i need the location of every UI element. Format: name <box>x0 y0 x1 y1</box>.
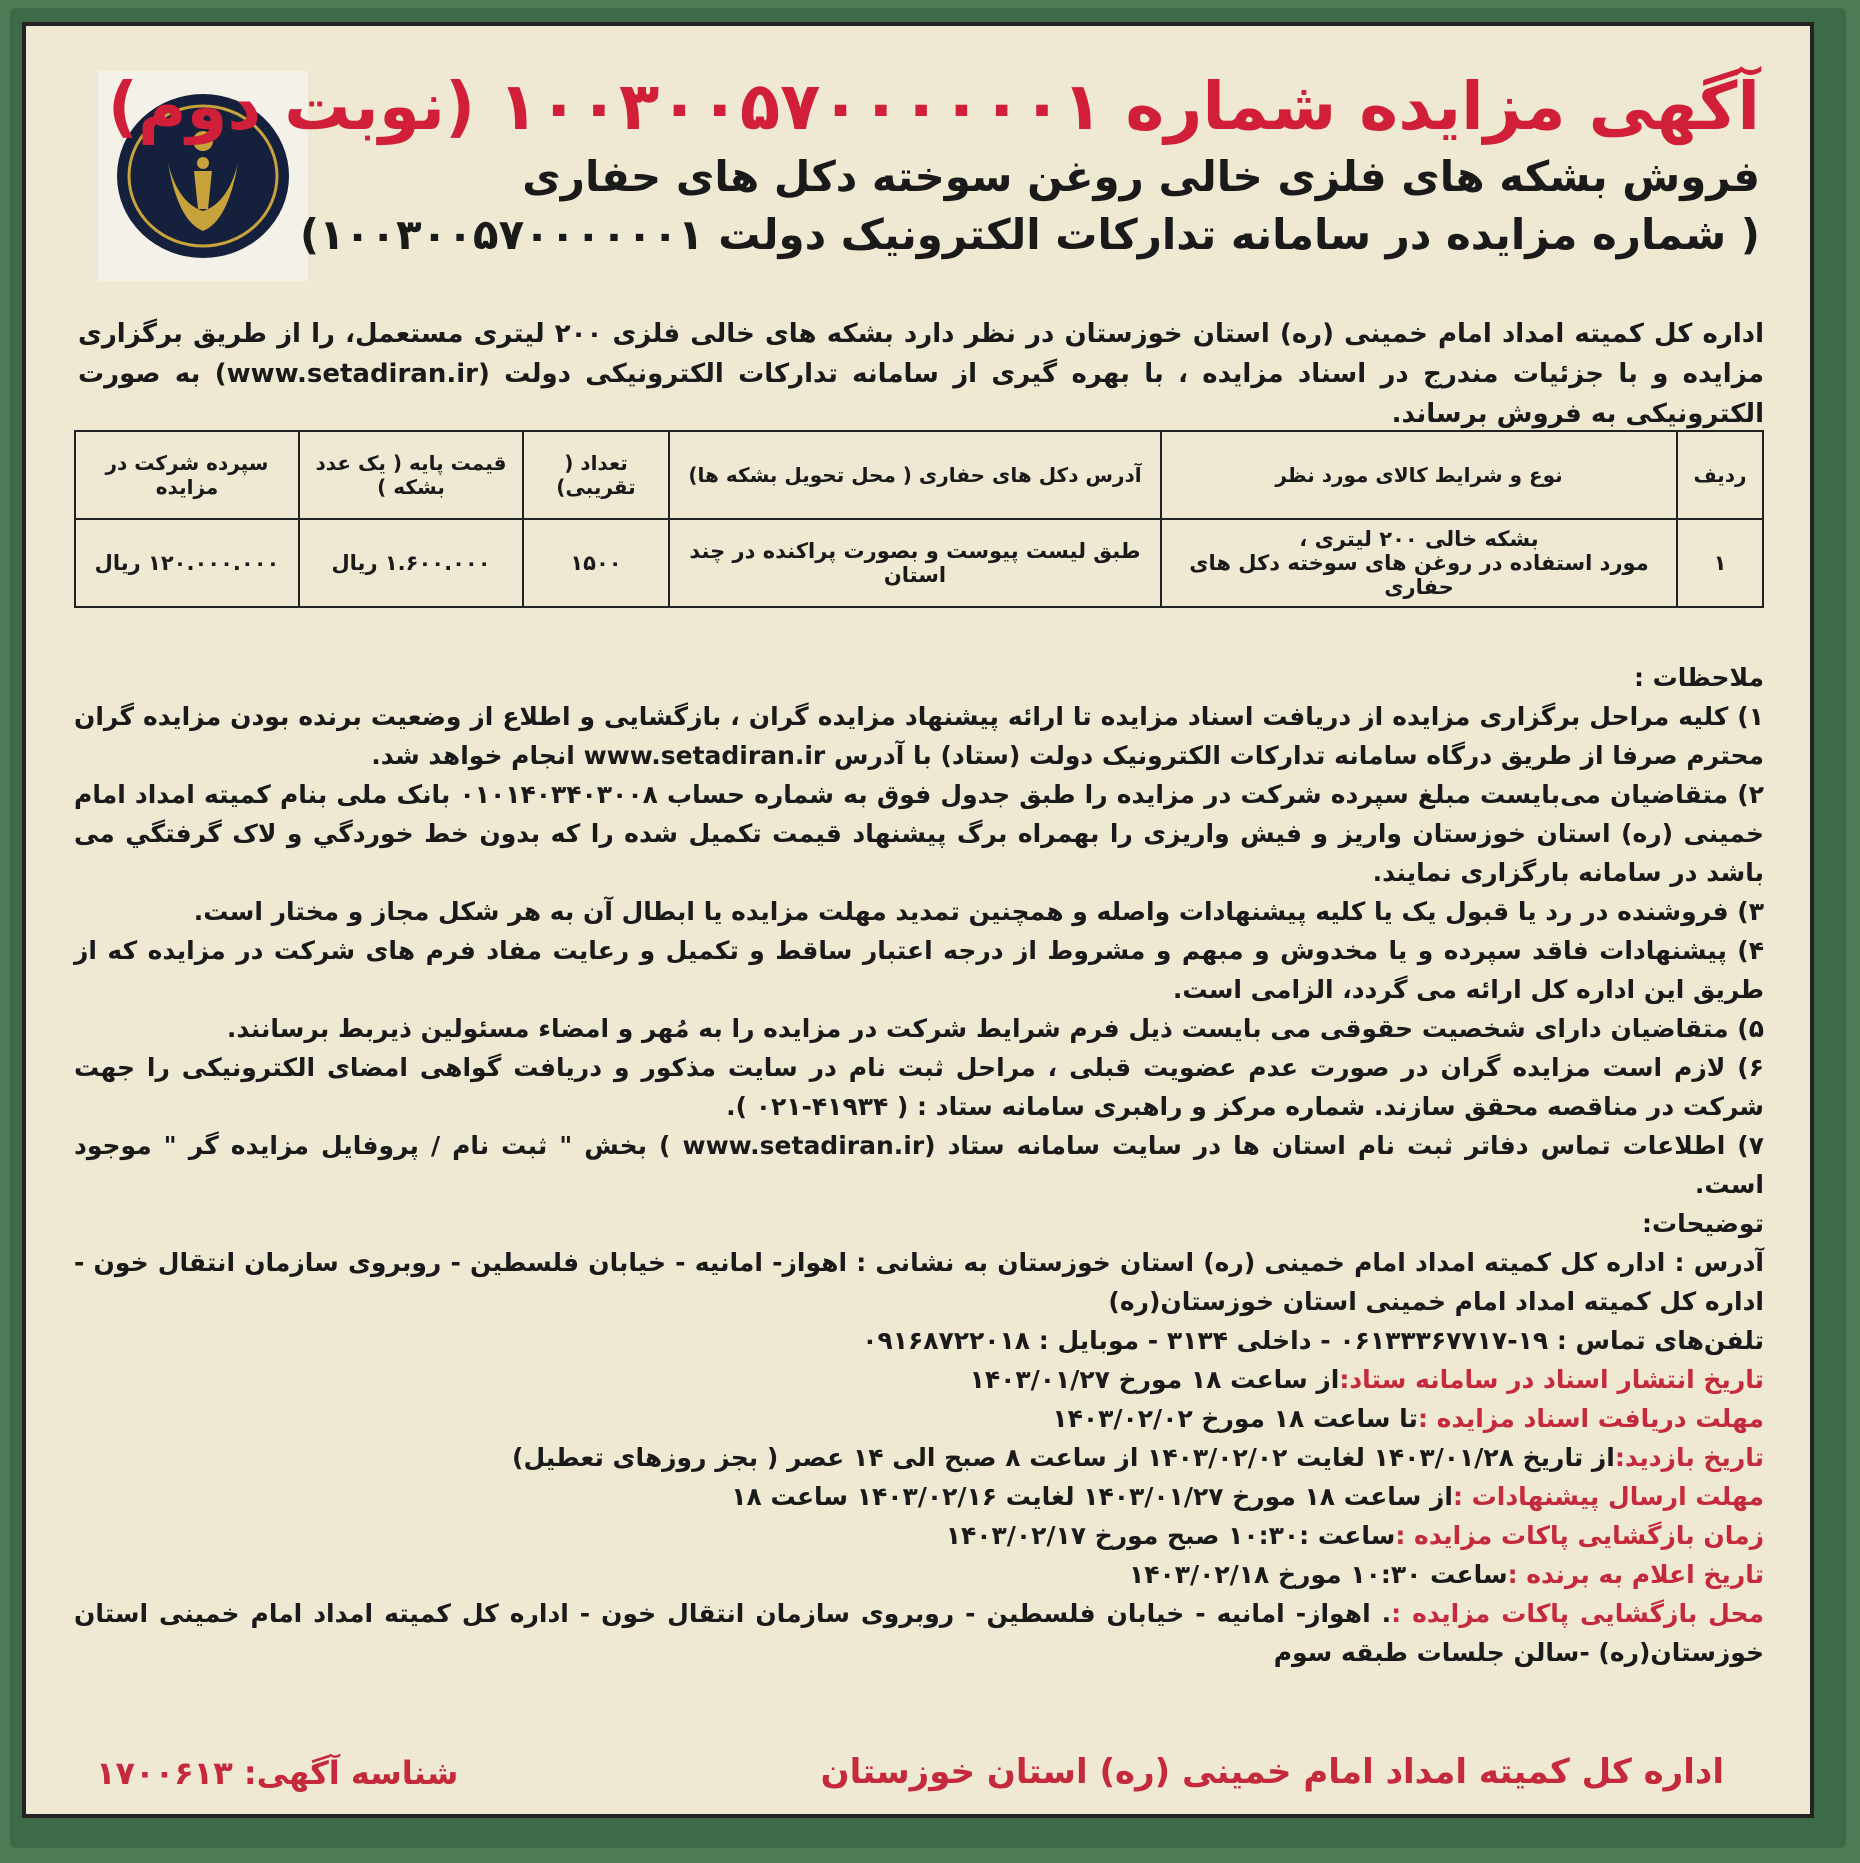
note-item: ۳) فروشنده در رد یا قبول یک یا کلیه پیشنهادات واصله و همچنین تمدید مهلت مزایده یا ابطال آن به هر شکل مجاز و مختار است. <box>193 897 1764 926</box>
cell-type <box>1161 519 1677 607</box>
phones-label: تلفن‌های تماس : <box>1556 1326 1764 1355</box>
address-label: آدرس : <box>1674 1248 1764 1277</box>
note-item: ۲) متقاضیان می‌بایست مبلغ سپرده شرکت در مزایده را طبق جدول فوق به شماره حساب ۰۱۰۱۴۰۳۴۰۳۰۰۸ بانک ملی بنام کمیته امداد امام خمینی (ره) استان خوزستان واریز و فیش واریزی را بهمراه برگ پیشنهاد قیمت تکمیل شده را که بدون خط خوردگي و لاک گرفتگي می باشد در سامانه بارگزاری نمایند. <box>74 780 1764 887</box>
cell-row: ۱ <box>1677 519 1763 607</box>
schedule-label: مهلت ارسال پیشنهادات : <box>1452 1482 1764 1511</box>
schedule-value: از ساعت ۱۸ مورخ ۱۴۰۳/۰۱/۲۷ لغایت ۱۴۰۳/۰۲/۱۶ ساعت ۱۸ <box>731 1482 1453 1511</box>
cell-count: ۱۵۰۰ <box>523 519 669 607</box>
schedule-value: . اهواز- امانیه - خیابان فلسطین - روبروی سازمان انتقال خون - اداره کل کمیته امداد امام خمینی استان خوزستان(ره) -سالن جلسات طبقه سوم <box>74 1599 1764 1667</box>
schedule-label: محل بازگشایی پاکات مزایده : <box>1391 1599 1764 1628</box>
auction-title: آگهی مزایده شماره ۱۰۰۳۰۰۵۷۰۰۰۰۰۰۱ (نوبت دوم) <box>107 68 1760 145</box>
schedule-row <box>74 1594 1764 1672</box>
schedule-value: ساعت :۱۰:۳۰ صبح مورخ ۱۴۰۳/۰۲/۱۷ <box>945 1521 1396 1550</box>
note-item: ۷) اطلاعات تماس دفاتر ثبت نام استان ها در سایت سامانه ستاد (www.setadiran.ir ) بخش " ثبت نام / پروفایل مزایده گر " موجود است. <box>74 1131 1765 1199</box>
schedule-row <box>74 1555 1764 1594</box>
cell-deposit: ۱۲۰.۰۰۰.۰۰۰ ریال <box>75 519 299 607</box>
cell-type-line2: مورد استفاده در روغن های سوخته دکل های حفاری <box>1189 551 1649 599</box>
schedule-label: مهلت دریافت اسناد مزایده : <box>1417 1404 1764 1433</box>
schedule-label: تاریخ اعلام به برنده : <box>1507 1560 1764 1589</box>
schedule-row <box>74 1477 1764 1516</box>
auction-setad-number: ( شماره مزایده در سامانه تدارکات الکترونیک دولت ۱۰۰۳۰۰۵۷۰۰۰۰۰۰۱) <box>299 210 1760 259</box>
col-header-count: تعداد ( تقریبی) <box>523 431 669 519</box>
schedule-value: تا ساعت ۱۸ مورخ ۱۴۰۳/۰۲/۰۲ <box>1052 1404 1418 1433</box>
table-row <box>75 519 1763 607</box>
advertisement-page <box>22 22 1814 1818</box>
address-value: اداره کل کمیته امداد امام خمینی (ره) استان خوزستان به نشانی : اهواز- امانیه - خیابان فلسطین - روبروی سازمان انتقال خون - اداره کل کمیته امداد امام خمینی استان خوزستان(ره) <box>74 1248 1764 1316</box>
col-header-row: ردیف <box>1677 431 1763 519</box>
table-header-row <box>75 431 1763 519</box>
cell-type-line1: بشکه خالی ۲۰۰ لیتری ، <box>1299 527 1539 551</box>
schedule-row <box>74 1360 1764 1399</box>
auction-subtitle: فروش بشکه های فلزی خالی روغن سوخته دکل های حفاری <box>522 152 1760 201</box>
address-line <box>74 1243 1764 1321</box>
phones-line <box>74 1321 1764 1360</box>
phones-value: ۱۹-۰۶۱۳۳۳۶۷۷۱۷ - داخلی ۳۱۳۴ - موبایل : ۰۹۱۶۸۷۲۲۰۱۸ <box>862 1326 1549 1355</box>
schedule-label: تاریخ بازدید: <box>1614 1443 1764 1472</box>
schedule-label: تاریخ انتشار اسناد در سامانه ستاد: <box>1339 1365 1764 1394</box>
signature: اداره کل کمیته امداد امام خمینی (ره) استان خوزستان <box>820 1752 1724 1792</box>
schedule-value: ساعت ۱۰:۳۰ مورخ ۱۴۰۳/۰۲/۱۸ <box>1128 1560 1508 1589</box>
explanations-heading: توضیحات: <box>1642 1209 1764 1238</box>
items-table <box>74 430 1764 608</box>
intro-paragraph: اداره کل کمیته امداد امام خمینی (ره) استان خوزستان در نظر دارد بشکه های خالی فلزی ۲۰۰ لیتری مستعمل، را از طریق برگزاری مزایده و با جزئیات مندرج در اسناد مزایده ، با بهره گیری از سامانه تدارکات الکترونیکی دولت (www.setadiran.ir) به صورت الکترونیکی به فروش برساند. <box>78 319 1764 429</box>
schedule-row <box>74 1516 1764 1555</box>
cell-address: طبق لیست پیوست و بصورت پراکنده در چند استان <box>669 519 1161 607</box>
col-header-price: قیمت پایه ( یک عدد بشکه ) <box>299 431 523 519</box>
note-item: ۵) متقاضیان دارای شخصیت حقوقی می بایست ذیل فرم شرایط شرکت در مزایده را به مُهر و امضاء مسئولین ذیربط برسانند. <box>226 1014 1764 1043</box>
ad-id: شناسه آگهی: ۱۷۰۰۶۱۳ <box>96 1754 459 1792</box>
notes-heading: ملاحظات : <box>1633 663 1764 692</box>
schedule-value: از ساعت ۱۸ مورخ ۱۴۰۳/۰۱/۲۷ <box>969 1365 1340 1394</box>
schedule-row <box>74 1438 1764 1477</box>
schedule-row <box>74 1399 1764 1438</box>
header <box>107 66 1760 264</box>
schedule-label: زمان بازگشایی پاکات مزایده : <box>1395 1521 1764 1550</box>
col-header-address: آدرس دکل های حفاری ( محل تحویل بشکه ها) <box>669 431 1161 519</box>
schedule-value: از تاریخ ۱۴۰۳/۰۱/۲۸ لغایت ۱۴۰۳/۰۲/۰۲ از ساعت ۸ صبح الی ۱۴ عصر ( بجز روزهای تعطیل) <box>512 1443 1615 1472</box>
col-header-deposit: سپرده شرکت در مزایده <box>75 431 299 519</box>
note-item: ۱) کلیه مراحل برگزاری مزایده از دریافت اسناد مزایده تا ارائه پیشنهاد مزایده گران ، بازگشایی و اطلاع از وضعیت برنده بودن مزایده گران محترم صرفا از طریق درگاه سامانه تدارکات الکترونیک دولت (ستاد) با آدرس www.setadiran.ir انجام خواهد شد. <box>74 702 1764 770</box>
col-header-type: نوع و شرایط کالای مورد نظر <box>1161 431 1677 519</box>
notes-section <box>74 658 1764 1672</box>
cell-price: ۱.۶۰۰.۰۰۰ ریال <box>299 519 523 607</box>
note-item: ۴) پیشنهادات فاقد سپرده و یا مخدوش و مبهم و مشروط از درجه اعتبار ساقط و تکمیل و رعایت مفاد فرم های شرکت در مزایده که از طریق این اداره کل ارائه می گردد، الزامی است. <box>74 936 1764 1004</box>
note-item: ۶) لازم است مزایده گران در صورت عدم عضویت قبلی ، مراحل ثبت نام در سایت مذکور و دریافت گواهی امضای الکترونیکی را جهت شرکت در مناقصه محقق سازند. شماره مرکز و راهبری سامانه ستاد : ( ۴۱۹۳۴-۰۲۱ ). <box>74 1053 1764 1121</box>
